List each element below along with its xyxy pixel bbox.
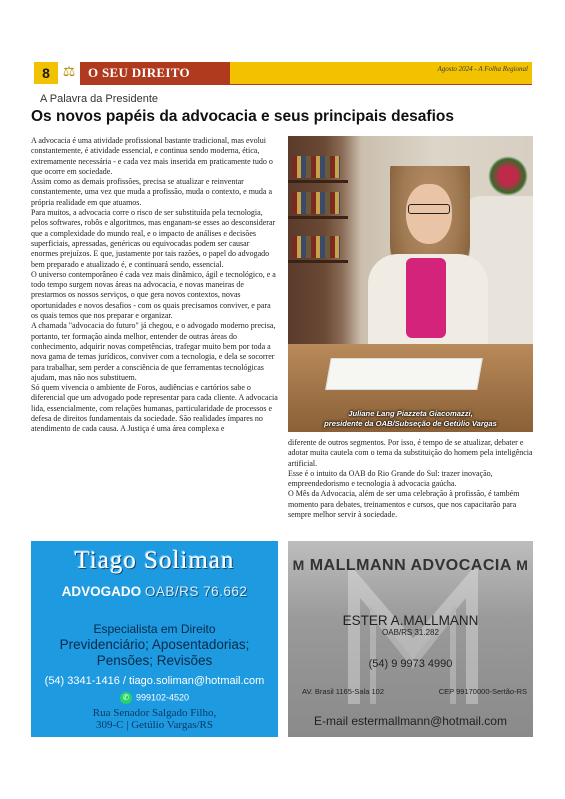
article-right-column bbox=[288, 438, 533, 520]
article-headline: Os novos papéis da advocacia e seus principais desafios bbox=[31, 108, 454, 125]
issue-date: Agosto 2024 - A Folha Regional bbox=[437, 65, 528, 73]
header-bar bbox=[230, 62, 532, 84]
flower-vase bbox=[488, 156, 528, 196]
justice-scale-icon: ⚖ bbox=[62, 65, 76, 80]
oab-number: OAB/RS 31.282 bbox=[382, 628, 439, 637]
article-kicker: A Palavra da Presidente bbox=[40, 93, 159, 105]
caption-line: Juliane Lang Piazzeta Giacomazzi, bbox=[348, 409, 473, 418]
photo-caption bbox=[288, 406, 533, 432]
postal-code: CEP 99170000-Sertão-RS bbox=[438, 687, 527, 696]
profession-label: ADVOGADO bbox=[61, 584, 142, 599]
desk-papers bbox=[325, 358, 483, 390]
lawyer-name: ESTER A.MALLMANN bbox=[342, 613, 479, 628]
paragraph: diferente de outros segmentos. Por isso, é tempo de se atualizar, debater e adotar muita cautela com o tema da substituição do homem pela inteligência artificial. bbox=[288, 438, 533, 468]
address-line: 309-C | Getúlio Vargas/RS bbox=[96, 719, 213, 731]
whatsapp-icon: ✆ bbox=[120, 692, 132, 704]
paragraph: Para muitos, a advocacia corre o risco de ser substituída pela tecnologia, pelos softwares, robôs e algoritmos, mas enganam-se esses ao desconsiderar que a complexidade do mundo real, e o impacto de análises e decisões superficiais, apressadas, genéricas ou equivocadas podem ser causar enormes prejuízos. E que, justamente por tais razões, o papel do advogado bem preparado e atualizado é, e continuará sendo, essencial. bbox=[31, 208, 276, 269]
firm-title: MALLMANN ADVOCACIA bbox=[309, 557, 512, 574]
email-contact[interactable]: E-mail estermallmann@hotmail.com bbox=[314, 714, 507, 728]
address bbox=[31, 707, 278, 731]
address bbox=[302, 687, 527, 696]
specialty-line: Pensões; Revisões bbox=[96, 653, 213, 668]
president-photo bbox=[288, 136, 533, 432]
paragraph: Só quem vivencia o ambiente de Foros, audiências e cartórios sabe o diferencial que um advogado pode representar para cada cliente. A advocacia lida, essencialmente, com relações humanas, particularidade de processos e defesa de direitos fundamentais da sociedade. São realidades ímpares no atendimento de cada causa. A Justiça é uma área complexa e bbox=[31, 383, 278, 434]
advertiser-name: Tiago Soliman bbox=[74, 547, 235, 574]
caption-line: presidente da OAB/Subseção de Getúlio Vargas bbox=[324, 419, 497, 428]
shelf bbox=[288, 260, 348, 263]
article-left-column bbox=[31, 136, 278, 435]
paragraph: Esse é o intuito da OAB do Rio Grande do Sul: trazer inovação, empreendedorismo e tecnologia à advocacia gaúcha. bbox=[288, 468, 493, 489]
paragraph: O universo contemporâneo é cada vez mais dinâmico, ágil e tecnológico, e a todo tempo surgem novas áreas na advocacia, e novas maneiras de prestarmos os nossos serviços, o que gera novos contextos, novas oportunidades e novos desafios - com os quais precisamos conviver, e para os quais temos que nos preparar e organizar. bbox=[31, 269, 276, 321]
advertiser-title bbox=[31, 584, 278, 599]
bookshelf-books bbox=[292, 192, 340, 214]
page-header bbox=[34, 62, 532, 84]
street-address: AV. Brasil 1165-Sala 102 bbox=[302, 687, 384, 696]
whatsapp-number: 999102-4520 bbox=[135, 692, 190, 703]
whatsapp-contact[interactable] bbox=[31, 692, 278, 704]
phone-number[interactable]: (54) 9 9973 4990 bbox=[368, 658, 453, 670]
address-line: Rua Senador Salgado Filho, bbox=[92, 707, 217, 719]
portrait-face bbox=[406, 184, 452, 244]
paragraph: Assim como as demais profissões, precisa se atualizar e reinventar constantemente, uma vez que muda a profissão, muda o contexto, e muda a própria realidade em que atuamos. bbox=[31, 177, 273, 207]
specialty-line: Previdenciário; Aposentadorias; bbox=[59, 637, 250, 652]
bookshelf-books bbox=[292, 236, 340, 258]
oab-number: OAB/RS 76.662 bbox=[144, 584, 248, 599]
section-title: O SEU DIREITO bbox=[80, 62, 230, 84]
phone-email[interactable]: (54) 3341-1416 / tiago.soliman@hotmail.com bbox=[44, 675, 265, 687]
shelf bbox=[288, 180, 348, 183]
portrait-glasses bbox=[408, 204, 450, 214]
shelf bbox=[288, 216, 348, 219]
logo-mark-icon: M bbox=[292, 557, 305, 573]
specialty-block bbox=[31, 621, 278, 669]
portrait-blouse bbox=[406, 258, 446, 338]
bookshelf-books bbox=[292, 156, 340, 178]
paragraph: O Mês da Advocacia, além de ser uma celebração à profissão, é também momento para debates, treinamentos e cursos, que nos capacitarão para sempre melhor servir à sociedade. bbox=[288, 489, 520, 520]
paragraph: A advocacia é uma atividade profissional bastante tradicional, mas evolui constantemente, é atividade essencial, e continua sendo moderna, ética, extremamente necessária - e cada vez mais inserida em praticamente tudo o que ocorre em sociedade. bbox=[31, 136, 273, 176]
ad-mallmann-advocacia[interactable] bbox=[288, 541, 533, 737]
header-divider bbox=[80, 84, 532, 85]
page-number: 8 bbox=[34, 62, 58, 84]
firm-name bbox=[288, 557, 533, 575]
paragraph: A chamada "advocacia do futuro" já chegou, e o advogado moderno precisa, portanto, ter formação ainda melhor, entender de outras áreas do conhecimento, adquirir novas competências, trafegar muito bem por toda a nova gama de temas jurídicos, conviver com a tecnologia, e dela se socorrer para trabalhar, sem perder a consciência de que ferramentas tecnológicas ajudam, mas não nos substituem. bbox=[31, 321, 276, 382]
specialty-line: Especialista em Direito bbox=[93, 622, 216, 636]
logo-mark-icon: M bbox=[516, 557, 529, 573]
ad-tiago-soliman[interactable] bbox=[31, 541, 278, 737]
